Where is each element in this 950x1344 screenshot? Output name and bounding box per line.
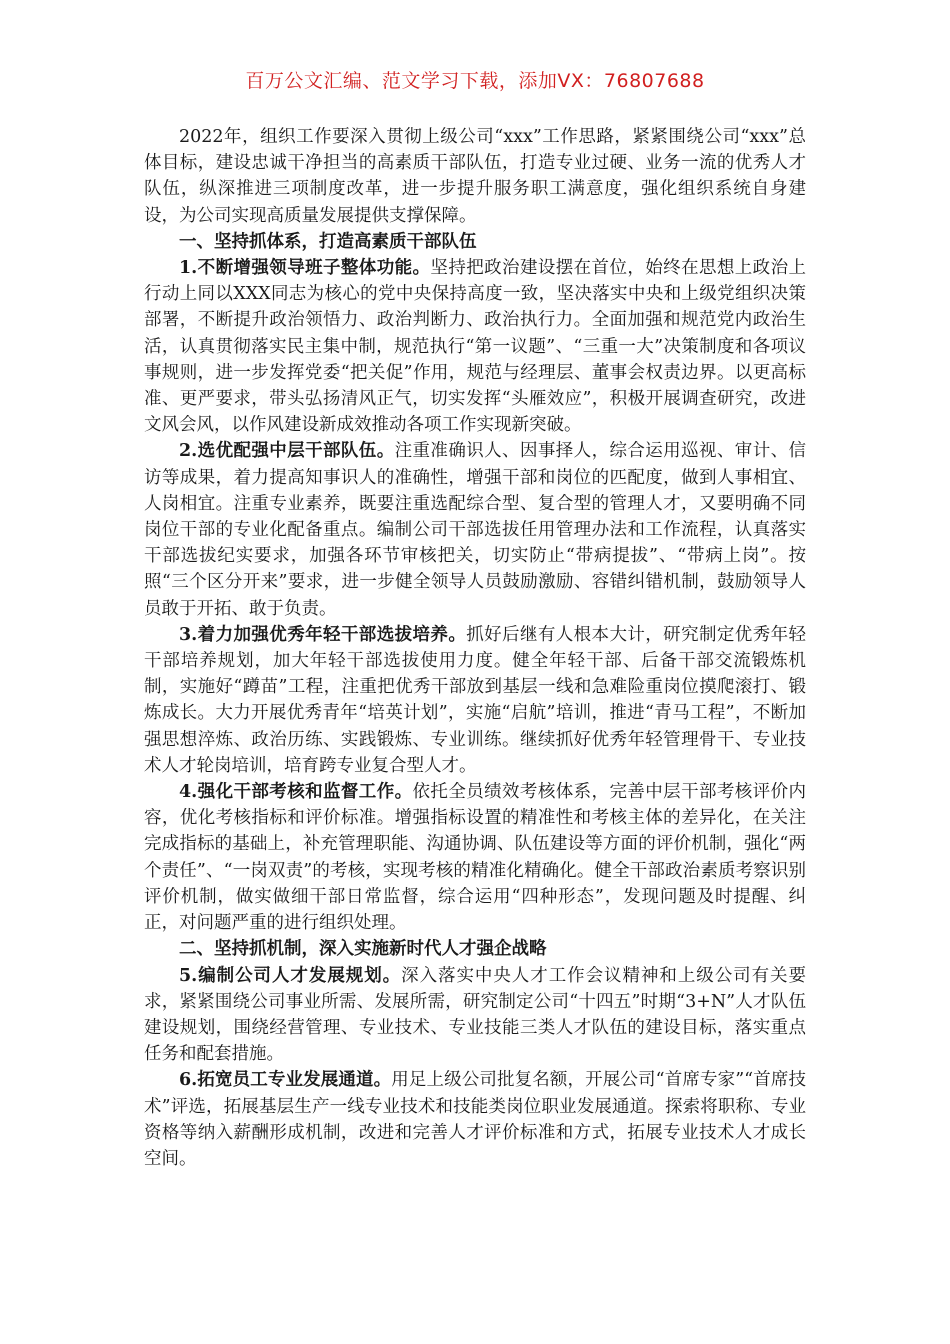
item-text: 抓好后继有人根本大计，研究制定优秀年轻干部培养规划，加大年轻干部选拔使用力度。健全年轻干部、后备干部交流锻炼机制，实施好“蹲苗”工程，注重把优秀干部放到基层一线和急难险重岗位摸爬滚打、锻炼成长。大力开展优秀青年“培英计划”，实施“启航”培训，推进“青马工程”，不断加强思想淬炼、政治历练、实践锻炼、专业训练。继续抓好优秀年轻管理骨干、专业技术人才轮岗培训，培育跨专业复合型人才。 <box>144 624 806 776</box>
item-lead: 6.拓宽员工专业发展通道。 <box>179 1070 392 1091</box>
document-body <box>144 124 806 1172</box>
item-text: 注重准确识人、因事择人，综合运用巡视、审计、信访等成果，着力提高知事识人的准确性，增强干部和岗位的匹配度，做到人事相宜、人岗相宜。注重专业素养，既要注重选配综合型、复合型的管理人才，又要明确不同岗位干部的专业化配备重点。编制公司干部选拔任用管理办法和工作流程，认真落实干部选拔纪实要求，加强各环节审核把关，切实防止“带病提拔”、“带病上岗”。按照“三个区分开来”要求，进一步健全领导人员鼓励激励、容错纠错机制，鼓励领导人员敢于开拓、敢于负责。 <box>144 441 807 619</box>
paragraph-item-6 <box>144 1067 806 1172</box>
section-heading-2: 二、坚持抓机制，深入实施新时代人才强企战略 <box>179 939 547 960</box>
item-text: 用足上级公司批复名额，开展公司“首席专家”“首席技术”评选，拓展基层生产一线专业技术和技能类岗位职业发展通道。探索将职称、专业资格等纳入薪酬形成机制，改进和完善人才评价标准和方式，拓展专业技术人才成长空间。 <box>144 1070 806 1169</box>
item-lead: 2.选优配强中层干部队伍。 <box>179 441 395 462</box>
item-text: 深入落实中央人才工作会议精神和上级公司有关要求，紧紧围绕公司事业所需、发展所需，研究制定公司“十四五”时期“3+N”人才队伍建设规划，围绕经营管理、专业技术、专业技能三类人才队伍的建设目标，落实重点任务和配套措施。 <box>144 965 806 1065</box>
item-lead: 4.强化干部考核和监督工作。 <box>179 782 413 803</box>
paragraph-item-4 <box>144 779 806 936</box>
item-lead: 5.编制公司人才发展规划。 <box>179 965 402 986</box>
section-heading-1: 一、坚持抓体系，打造高素质干部队伍 <box>179 231 477 252</box>
paragraph-item-2 <box>144 438 806 621</box>
item-text: 坚持把政治建设摆在首位，始终在思想上政治上行动上同以XXX同志为核心的党中央保持高度一致，坚决落实中央和上级党组织决策部署，不断提升政治领悟力、政治判断力、政治执行力。全面加强和规范党内政治生活，认真贯彻落实民主集中制，规范执行“第一议题”、“三重一大”决策制度和各项议事规则，进一步发挥党委“把关促”作用，规范与经理层、董事会权责边界。以更高标准、更严要求，带头弘扬清风正气，切实发挥“头雁效应”，积极开展调查研究，改进文风会风，以作风建设新成效推动各项工作实现新突破。 <box>144 258 806 436</box>
item-lead: 1.不断增强领导班子整体功能。 <box>179 258 431 279</box>
paragraph-item-3 <box>144 622 806 779</box>
paragraph-item-5 <box>144 963 806 1068</box>
paragraph-item-1 <box>144 255 806 438</box>
header-banner: 百万公文汇编、范文学习下载，添加VX：76807688 <box>245 70 705 92</box>
item-text: 依托全员绩效考核体系，完善中层干部考核评价内容，优化考核指标和评价标准。增强指标设置的精准性和考核主体的差异化，在关注完成指标的基础上，补充管理职能、沟通协调、队伍建设等方面的评价机制，强化“两个责任”、“一岗双责”的考核，实现考核的精准化精确化。健全干部政治素质考察识别评价机制，做实做细干部日常监督，综合运用“四种形态”，发现问题及时提醒、纠正，对问题严重的进行组织处理。 <box>144 782 806 934</box>
intro-paragraph: 2022年，组织工作要深入贯彻上级公司“xxx”工作思路，紧紧围绕公司“xxx”总体目标，建设忠诚干净担当的高素质干部队伍，打造专业过硬、业务一流的优秀人才队伍，纵深推进三项制度改革，进一步提升服务职工满意度，强化组织系统自身建设，为公司实现高质量发展提供支撑保障。 <box>144 127 806 226</box>
item-lead: 3.着力加强优秀年轻干部选拔培养。 <box>179 624 467 645</box>
